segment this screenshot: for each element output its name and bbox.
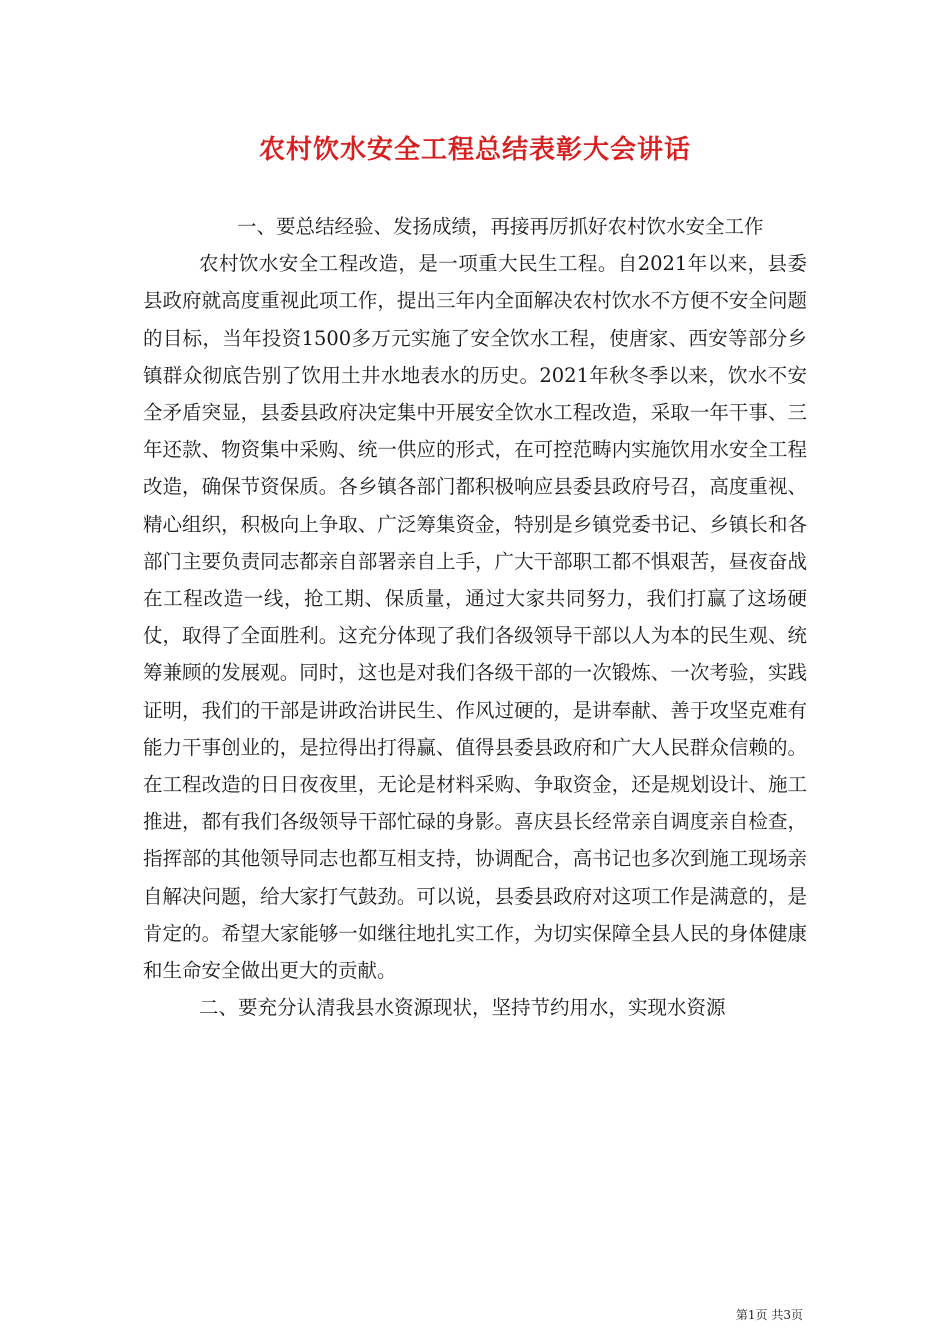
body-paragraph-1: 农村饮水安全工程改造，是一项重大民生工程。自2021年以来，县委县政府就高度重视此项工作，提出三年内全面解决农村饮水不方便不安全问题的目标，当年投资1500多万元实施了安全饮水工程，使唐家、西安等部分乡镇群众彻底告别了饮用土井水地表水的历史。2021年秋冬季以来，饮水不安全矛盾突显，县委县政府决定集中开展安全饮水工程改造，采取一年干事、三年还款、物资集中采购、统一供应的形式，在可控范畴内实施饮用水安全工程改造，确保节资保质。各乡镇各部门都积极响应县委县政府号召，高度重视、精心组织，积极向上争取、广泛筹集资金，特别是乡镇党委书记、乡镇长和各部门主要负责同志都亲自部署亲自上手，广大干部职工都不惧艰苦，昼夜奋战在工程改造一线，抢工期、保质量，通过大家共同努力，我们打赢了这场硬仗，取得了全面胜利。这充分体现了我们各级领导干部以人为本的民生观、统筹兼顾的发展观。同时，这也是对我们各级干部的一次锻炼、一次考验，实践证明，我们的干部是讲政治讲民生、作风过硬的，是讲奉献、善于攻坚克难有能力干事创业的，是拉得出打得赢、值得县委县政府和广大人民群众信赖的。在工程改造的日日夜夜里，无论是材料采购、争取资金，还是规划设计、施工推进，都有我们各级领导干部忙碌的身影。喜庆县长经常亲自调度亲自检查，指挥部的其他领导同志也都互相支持，协调配合，高书记也多次到施工现场亲自解决问题，给大家打气鼓劲。可以说，县委县政府对这项工作是满意的，是肯定的。希望大家能够一如继往地扎实工作，为切实保障全县人民的身体健康和生命安全做出更大的贡献。 — [143, 252, 807, 983]
section-heading-2: 二、要充分认清我县水资源现状，坚持节约用水，实现水资源 — [199, 996, 726, 1020]
section-heading-1: 一、要总结经验、发扬成绩，再接再厉抓好农村饮水安全工作 — [237, 215, 764, 238]
page-number-footer: 第1页 共3页 — [735, 1308, 803, 1322]
document-body — [143, 208, 807, 1026]
document-title: 农村饮水安全工程总结表彰大会讲话 — [258, 135, 691, 165]
